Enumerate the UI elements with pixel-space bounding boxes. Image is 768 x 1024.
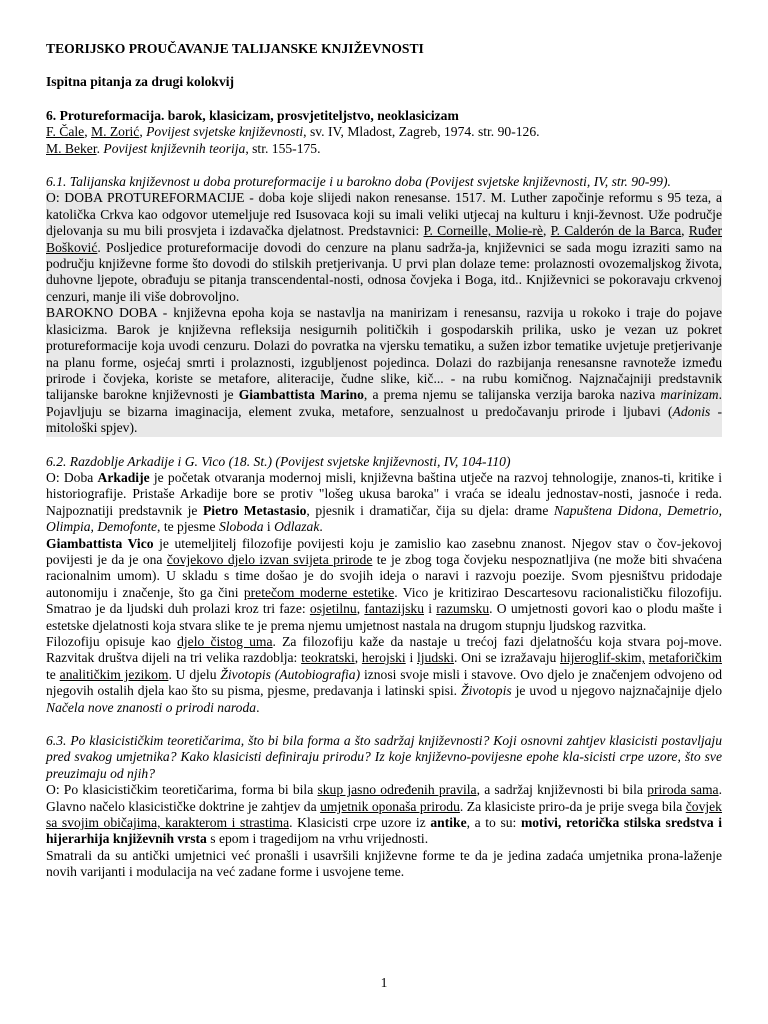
answer-paragraph: O: Po klasicističkim teoretičarima, forma bi bila skup jasno određenih pravila, a sadržaj književnosti bi bila priroda sama. Glavno načelo klasicističke doktrine je zahtjev da umjetnik oponaša prirodu. Za klasiciste priro-da je prije svega bila čovjek sa svojim običajima, karakterom i strastima. Klasicisti crpe uzore iz antike, a to su: motivi, retorička stilska sredstva i hijerarhija književnih vrsta s epom i tragedijom na vrhu vrijednosti. [46, 782, 723, 847]
answer-paragraph: BAROKNO DOBA - književna epoha koja se nastavlja na manirizam i renesansu, razvija u rokoko i traje do pojave klasicizma. Barok je književna refleksija nesigurnih političkih i gospodarskih prilika, usko je vezan uz pokret protureformacije koja uvodi cenzuru. Dolazi do povratka na vjersku tematiku, a sužen izbor tematike uvjetuje pretjerivanje na planu forme, osjećaj smrti i prolaznosti, izgubljenost pojedinca. Dolazi do razbijanja renesansne ravnoteže između prirode i čovjeka, koriste se metafore, aliteracije, čudne slike, kič... - na rubu komičnog. Najznačajniji predstavnik talijanske barokne književnosti je Giambattista Marino, a prema njemu se talijanska verzija baroka naziva marinizam. Pojavljuju se bizarna imaginacija, element zvuka, metafore, senzualnost u predočavanju prirode i ljubavi (Adonis - mitološki spjev). [46, 305, 722, 436]
document-title: TEORIJSKO PROUČAVANJE TALIJANSKE KNJIŽEVNOSTI [46, 41, 424, 56]
ref-work: Povijest književnih teorija [103, 140, 246, 156]
document-body [46, 41, 722, 881]
question-heading: 6.3. Po klasicističkim teoretičarima, što bi bila forma a što sadržaj književnosti? Koji osnovni zahtjev klasicisti postavljaju pred svakog umjetnika? Kako klasicisti definiraju prirodu? Iz koje književno-povijesne epohe kla-sicisti crpe uzore, što sve preuzimaju od njih? [46, 733, 722, 781]
ref-author: M. Beker [46, 140, 97, 156]
question-heading: 6.1. Talijanska književnost u doba protureformacije i u barokno doba (Povijest svjetske književnosti, IV, str. 90-99). [46, 174, 671, 190]
ref-author: F. Čale [46, 124, 85, 140]
answer-paragraph: Giambattista Vico je utemeljitelj filozofije povijesti koju je zamislio kao zasebnu znanost. Njegov stav o čov-jekovoj povijesti je da je ona čovjekovo djelo izvan svijeta prirode te je zbog toga čovjeku nespoznatljiva (ne može biti shvaćena racionalnim umom). U skladu s time došao je do svojih ideja o naravi i razvoju poezije. Svom pjesništvu pridodaje autonomiju i značenje, što ga čini pretečom moderne estetike. Vico je kritizirao Descartesovu racionalističku filozofiju. Smatrao je da ljudski duh prolazi kroz tri faze: osjetilnu, fantazijsku i razumsku. O umjetnosti govori kao o plodu mašte i estetske djelatnosti koja stvara slike te je prema njemu umjetnost nastala na drugom stupnju ljudskog razvitka. [46, 535, 723, 633]
question-6-2 [46, 454, 722, 717]
answer-paragraph: Filozofiju opisuje kao djelo čistog uma. Za filozofiju kaže da nastaje u trećoj fazi djelatnošću koja stvara poj-move. Razvitak društva dijeli na tri velika razdoblja: teokratski, herojski i ljudski. Oni se izražavaju hijeroglif-skim, metaforičkim te analitičkim jezikom. U djelu Životopis (Autobiografia) iznosi svoje misli i stavove. Ovo djelo je značenjem odvojeno od njegovih ostalih djela kao što su pisma, pjesme, predavanja i latinski spisi. Životopis je uvod u njegovo najznačajnije djelo Načela nove znanosti o prirodi naroda. [46, 634, 723, 715]
answer-paragraph: O: Doba Arkadije je početak otvaranja modernoj misli, književna baština utječe na razvoj tehnologije, znanos-ti, kritike i historiografije. Pristaše Arkadije bore se protiv "lošeg ukusa baroka" i vraća se idealu jednostav-nosti, jasnoće i reda. Najpoznatiji predstavnik je Pietro Metastasio, pjesnik i dramatičar, čija su djela: drame Napuštena Didona, Demetrio, Olimpia, Demofonte, te pjesme Sloboda i Odlazak. [46, 469, 723, 535]
ref-author: M. Zorić [90, 124, 140, 140]
question-6-3 [46, 733, 722, 881]
document-subtitle: Ispitna pitanja za drugi kolokvij [46, 74, 235, 90]
answer-paragraph: Smatrali da su antički umjetnici već pronašli i usavršili književne forme te da je jedina zadaća umjetnika prona-laženje novih varijanti i modulacija na već zadane forme i usvojene teme. [46, 847, 722, 880]
section-6 [46, 108, 722, 157]
page-number: 1 [380, 975, 388, 990]
question-heading: 6.2. Razdoblje Arkadije i G. Vico (18. St.) (Povijest svjetske književnosti, IV, 104-110) [46, 453, 511, 469]
answer-paragraph: O: DOBA PROTUREFORMACIJE - doba koje slijedi nakon renesanse. 1517. M. Luther započinje reformu s 95 teza, a katolička Crkva kao odgovor utemeljuje red Isusovaca koji su imali veliki utjecaj na kulturu i knji-ževnost. Uže područje djelovanja su mu bili prosvjeta i izdavačka djelatnost. Predstavnici: P. Corneille, Molie-rè, P. Calderón de la Barca, Ruđer Bošković. Posljedice protureformacije dovodi do cenzure na planu sadrža-ja, književnici se sada mogu izraziti samo na području književne forme što dovodi do stilskih pretjerivanja. U prvi plan dolaze teme: prolaznosti ovozemaljskog života, duhovne ljepote, obrađuju se pitanja transcendental-nosti, odnosa čovjeka i Boga, itd.. Književnici se pokoravaju crkvenoj cenzuri, manje ili više dobrovoljno. [46, 190, 723, 304]
reference-1: F. Čale, M. Zorić, Povijest svjetske književnosti, sv. IV, Mladost, Zagreb, 1974. str. 90-126. [46, 124, 540, 140]
section-title: 6. Protureformacija. barok, klasicizam, prosvjetiteljstvo, neoklasicizam [46, 107, 459, 123]
ref-work: Povijest svjetske književnosti [146, 124, 304, 140]
reference-2: M. Beker. Povijest književnih teorija, str. 155-175. [46, 140, 321, 156]
question-6-1 [46, 174, 722, 437]
